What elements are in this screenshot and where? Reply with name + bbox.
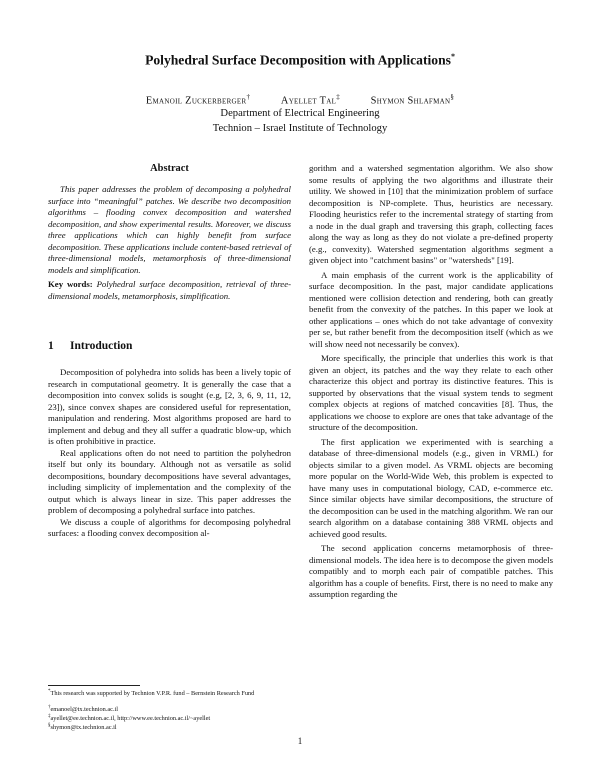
author-list	[0, 93, 600, 106]
footnote: †emanoel@tx.technion.ac.il	[48, 705, 119, 714]
paragraph: Decomposition of polyhedra into solids has been a lively topic of research in computational geometry. It is generally the case that a decomposition into convex solids is sought (e.g, [2, 3, 6, 9, 11, 12, 23]), since convex shapes are considered useful for representation, manipulation and rendering. Most algorithms proposed are hard to implement and debug and they all suffer a quadratic blow-up, which is often prohibitive in practice.	[48, 367, 291, 446]
footnote: *This research was supported by Technion V.P.R. fund – Bernstein Research Fund	[48, 689, 255, 698]
abstract-text: This paper addresses the problem of decomposing a polyhedral surface into “meaningful” patches. We describe two decomposition algorithms – flooding convex decomposition and watershed decomposition, and show experimental results. Moreover, we discuss three applications which can highly benefit from surface decomposition. These applications include content-based retrieval of three-dimensional models, metamorphosis of three-dimensional models and simplification.	[48, 184, 291, 275]
author-3: Shymon Shlafman§	[370, 93, 455, 107]
paragraph: The first application we experimented with is searching a database of three-dimensional models (e.g., given in VRML) for objects similar to a given model. As VRML objects are becoming more popular on the World-Wide Web, this problem is expected to have many uses in computational biology, CAD, e-commerce etc. Since similar objects have similar decompositions, the structure of the decomposition can be used in the matching algorithm. We ran our search algorithm on a database containing 388 VRML objects and achieved good results.	[309, 436, 553, 539]
affiliation-institute: Technion – Israel Institute of Technology	[212, 123, 388, 134]
footnote: ‡ayellet@ee.technion.ac.il, http://www.ee.technion.ac.il/~ayellet	[48, 714, 211, 723]
keywords-label: Key words:	[48, 279, 93, 289]
paragraph: Real applications often do not need to partition the polyhedron itself but only its boundary. Although not as versatile as solid decompositions, boundary decompositions have several advantages, including simplicity of implementation and the complexity of the output which is always linear in size. This paper addresses the problem of decomposing a polyhedral surface into patches.	[48, 447, 291, 515]
keywords	[48, 279, 291, 302]
paragraph: A main emphasis of the current work is the applicability of surface decomposition. In the past, major candidate applications mentioned were collision detection and rendering, both can greatly benefit from the convexity of the patches. In this paper we look at other applications – ones which do not take advantage of convexity per se, but rather benefit from the decomposition itself (which as we will show need not necessarily be convex).	[309, 269, 553, 349]
paragraph: More specifically, the principle that underlies this work is that given an object, its patches and the way they relate to each other characterize this object and portray its distinctive features. This is supported by observations that the visual system tends to segment complex objects at regions of matched concavities [8]. Thus, the applications we choose to explore are ones that take advantage of the structure of the decomposition.	[309, 353, 553, 432]
footnote-rule	[48, 685, 140, 686]
title-footnote-mark: *	[450, 52, 455, 61]
keywords-text: Polyhedral surface decomposition, retrieval of three-dimensional models, metamorphosis, simplification.	[48, 279, 291, 301]
footnote: §shymon@tx.technion.ac.il	[48, 723, 117, 732]
author-1: Emanoil Zuckerberger†	[145, 93, 251, 107]
paper-title: Polyhedral Surface Decomposition with Applications*	[145, 52, 455, 68]
page-number: 1	[297, 736, 303, 746]
affiliation-department: Department of Electrical Engineering	[220, 108, 380, 119]
abstract-heading: Abstract	[150, 163, 189, 174]
author-2: Ayellet Tal‡	[280, 93, 341, 107]
right-column-body	[309, 163, 553, 601]
introduction-body	[48, 367, 291, 540]
section-heading: 1 Introduction	[48, 340, 133, 352]
paragraph: gorithm and a watershed segmentation algorithm. We also show some results of applying the two algorithms and illustrate their utility. We showed in [10] that the minimization problem of surface decomposition is NP-complete. Thus, heuristics are necessary. Flooding heuristics refer to the incremental strategy of starting from a node in the dual graph and traversing this graph, collecting faces along the way as long as they do not violate a pre-defined property (e.g., convexity). Watershed segmentation algorithms segment a given object into "catchment basins" or "watersheds" [19].	[309, 163, 553, 265]
paragraph: We discuss a couple of algorithms for decomposing polyhedral surfaces: a flooding convex decomposition al-	[48, 516, 291, 538]
paragraph: The second application concerns metamorphosis of three-dimensional models. The idea here is to decompose the given models compatibly and to morph each pair of compatible patches. This algorithm has a couple of benefits. First, there is no need to make any assumption regarding the	[309, 543, 553, 599]
